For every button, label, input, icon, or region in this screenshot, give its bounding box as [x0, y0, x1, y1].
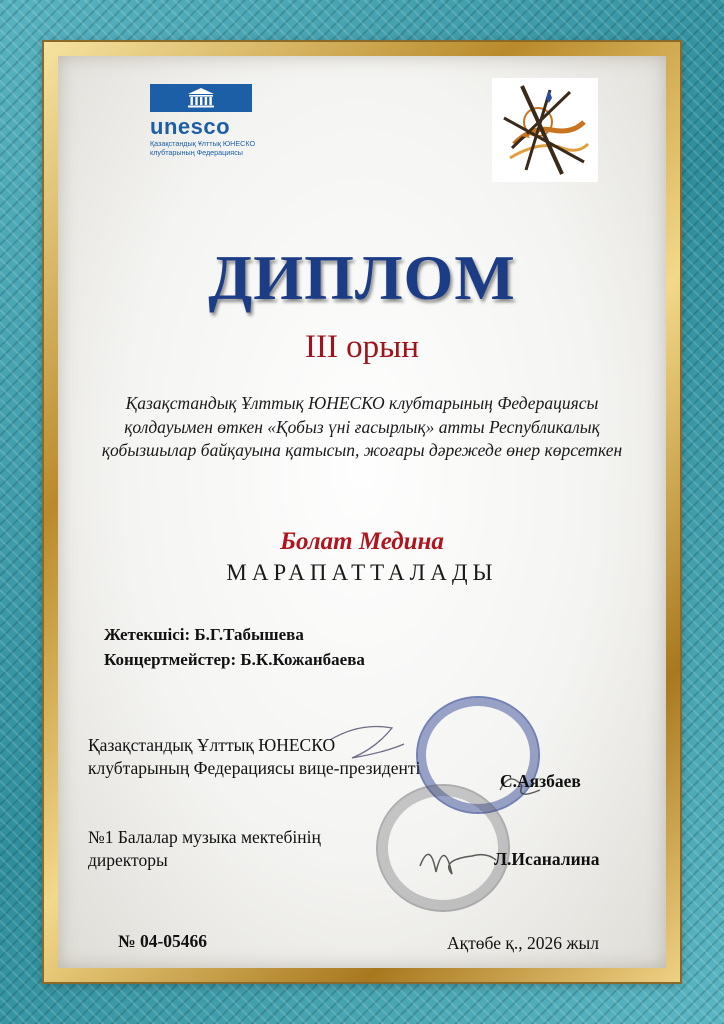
diploma-number: № 04-05466 [118, 931, 208, 951]
unesco-caption: Қазақстандық Ұлттық ЮНЕСКО клубтарының Федерациясы [150, 139, 256, 157]
signer-position-vice-president: Қазақстандық Ұлттық ЮНЕСКО клубтарының Федерациясы вице-президенті [88, 735, 421, 778]
award-description: Қазақстандық Ұлттық ЮНЕСКО клубтарының Федерациясы қолдауымен өткен «Қобыз үні ғасырлық» атты Республикалық қобызшылар байқауына қатысып, жоғары дәрежеде өнер көрсеткен [101, 393, 623, 461]
diploma-title: ДИПЛОМ [208, 242, 516, 313]
supervisor-line: Жетекшісі: Б.Г.Табышева [104, 625, 304, 644]
accompanist-line: Концертмейстер: Б.К.Кожанбаева [104, 650, 365, 669]
signer-name-vice-president: С.Аязбаев [500, 771, 581, 791]
award-place: III орын [304, 329, 420, 365]
signer-position-director: №1 Балалар музыка мектебінің директоры [88, 827, 321, 870]
recipient-name: Болат Медина [280, 528, 444, 555]
place-and-date: Ақтөбе қ., 2026 жыл [447, 933, 599, 953]
unesco-wordmark: unesco [150, 114, 231, 139]
signer-name-director: Л.Исаналина [494, 849, 600, 869]
awarded-text: МАРАПАТТАЛАДЫ [226, 560, 498, 585]
